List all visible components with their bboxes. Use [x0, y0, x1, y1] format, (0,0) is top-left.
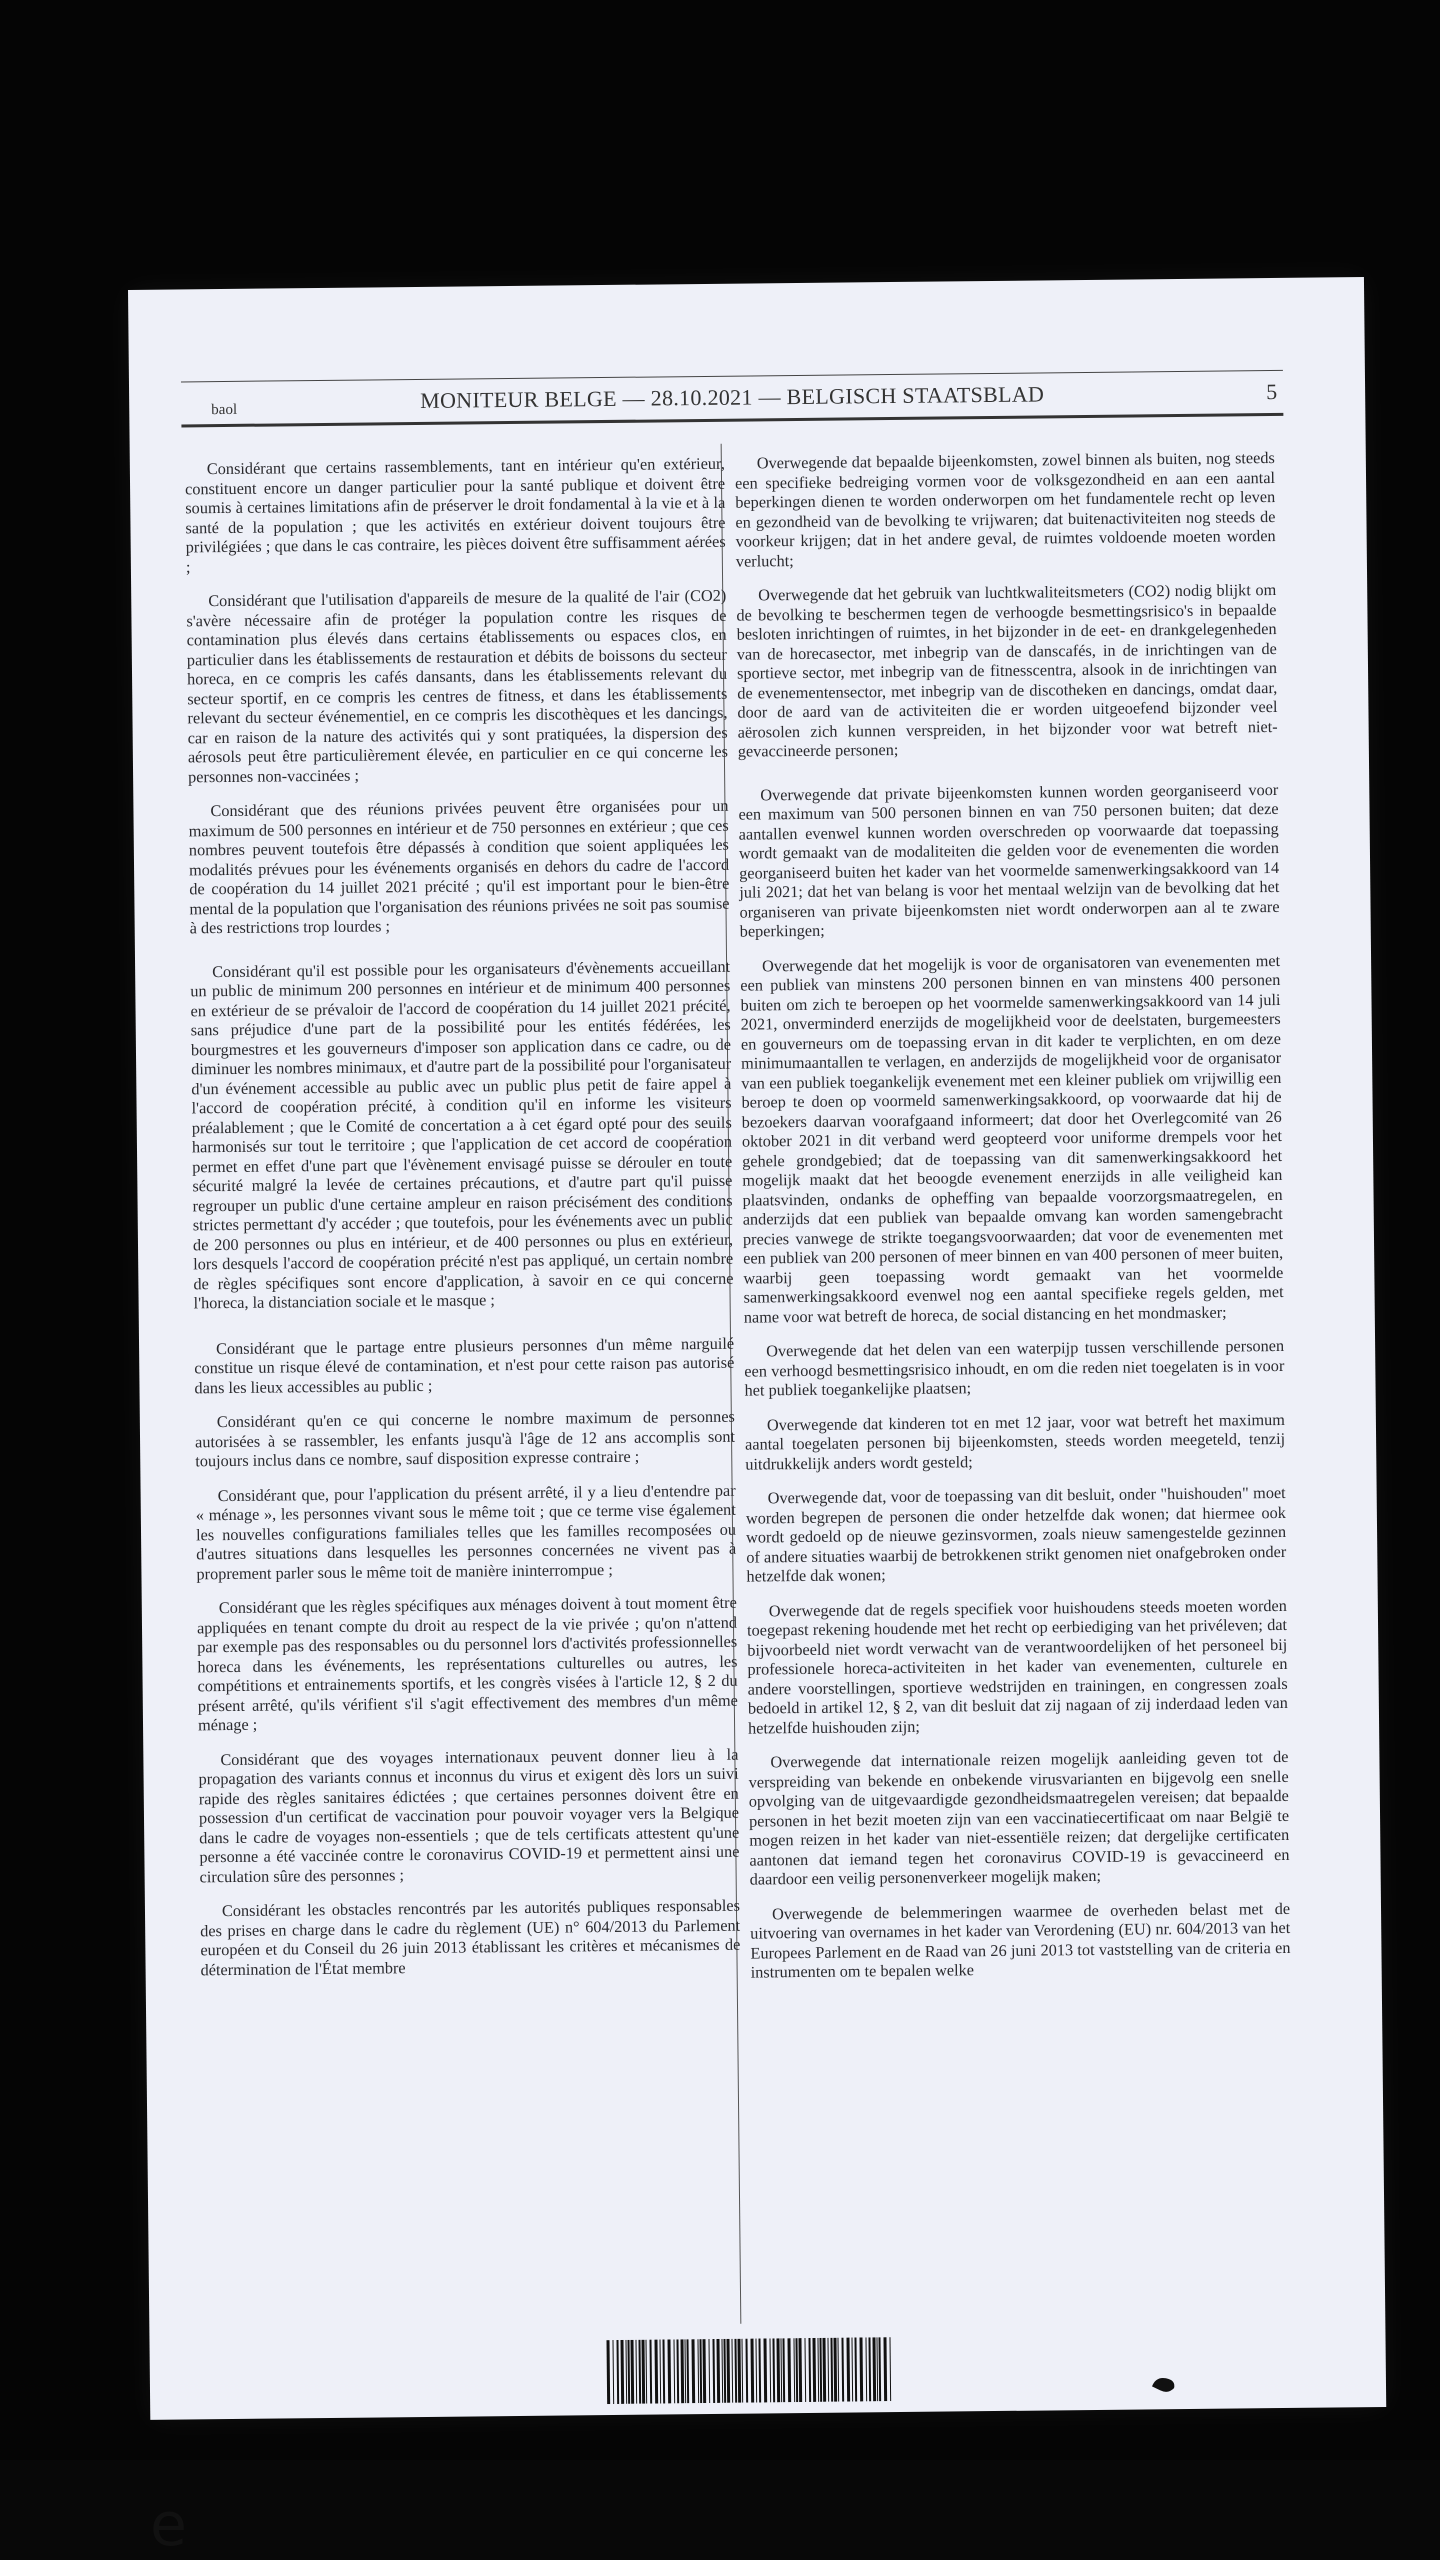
barcode-bar [854, 2337, 857, 2401]
barcode-bar [667, 2339, 671, 2403]
paragraph-nl: Overwegende dat bepaalde bijeenkomsten, zowel binnen als buiten, nog steeds een specifieke bedreiging vormen voor de volksgezondheid en aan een aantal beperkingen dienen te worden onderworpen om het fundamentele recht op leven en gezondheid van de bevolking te vrijwaren; dat buitenactiviteiten nog steeds de voorkeur krijgen; dat in het andere geval, de ruimtes voldoende moeten worden verlucht; [734, 448, 1276, 571]
page-number: 5 [1265, 378, 1278, 405]
barcode-bar [686, 2339, 689, 2403]
barcode-bar [787, 2338, 791, 2402]
barcode-bar [872, 2337, 876, 2401]
barcode-bar [755, 2339, 757, 2403]
barcode-bar [859, 2337, 863, 2401]
barcode-bar [708, 2339, 710, 2403]
barcode-bar [625, 2340, 627, 2404]
paragraph-nl: Overwegende dat het mogelijk is voor de organisatoren van evenementen met een publiek van minstens 200 personen binnen en van minstens 400 personen buiten om zich te beroepen op het voormelde samenwerkingsakkoord van 14 juli 2021, onverminderd enerzijds de mogelijkheid voor de deelstaten, burgemeesters en gouverneurs om de toepassing ervan in dit kader te verplichten, en om deze minimumaantallen te verlagen, en anderzijds de mogelijkheid voor de organisator van een publiek toegankelijk evenement met een kleiner publiek om vrijwillig een beroep te doen op voormeld samenwerkingsakkoord, op voorwaarde dat hij de bezoekers daarvan voorafgaand informeert; dat door het Overlegcomité van 26 oktober 2021 in dit verband werd geopteerd voor uniforme drempels voor het gehele grondgebied; dat de toepassing van dit samenwerkingsakkoord het mogelijk maakt dat het beoogde evenement enerzijds in alle veiligheid kan plaatsvinden, ondanks de opheffing van bepaalde voorzorgsmaatregelen, en anderzijds dat een publiek van bepaalde omvang kan worden samengebracht precies vanwege de strikte toegangsvoorwaarden; dat voor de evenementen met een publiek van 200 personen of meer binnen en van 400 personen of meer buiten, waarbij geen toepassing wordt gemaakt van het voormelde samenwerkingsakkoord evenwel nog een aantal specifieke regels gelden, met name voor wat betreft de horeca, de social distancing en het mondmasker; [740, 950, 1284, 1327]
barcode-bar [734, 2339, 737, 2403]
page-header [181, 370, 1283, 428]
barcode-bar [616, 2340, 619, 2404]
paragraph-fr: Considérant que des voyages internationaux peuvent donner lieu à la propagation des variants connus et inconnus du virus et exigent dès lors un suivi rapide des règles sanitaires édictées ; que certaines personnes doivent être en possession d'un certificat de vaccination pour pouvoir voyager vers la Belgique dans le cadre de voyages non-essentiels ; que de tels certificats attestent qu'une personne a été vaccinée contre le coronavirus COVID-19 et permettent ainsi une circulation sûre des personnes ; [198, 1744, 740, 1886]
paragraph-fr: Considérant les obstacles rencontrés par les autorités publiques responsables des prises en charge dans le cadre du règlement (UE) n° 604/2013 du Parlement européen et du Conseil du 26 juin 2013 établissant les critères et mécanismes de détermination de l'État membre [200, 1895, 741, 1979]
barcode-bar [878, 2337, 881, 2401]
paragraph-fr: Considérant qu'en ce qui concerne le nombre maximum de personnes autorisées à se rassembler, les enfants jusqu'à l'âge de 12 ans accomplis sont toujours inclus dans ce nombre, sauf disposition expresse contraire ; [194, 1406, 736, 1471]
paragraph-fr: Considérant que les règles spécifiques aux ménages doivent à tout moment être appliquées en tenant compte du droit au respect de la vie privée ; qu'on n'attend par exemple pas des responsables ou du personnel lors d'activités professionnelles horeca dans les événements, les représentations culturelles ou autres, les compétitions et entrainements sportifs, et les congrès visées à l'article 12, § 2 du présent arrêté, qu'ils vérifient s'il s'agit effectivement des membres d'un même ménage ; [196, 1592, 738, 1735]
barcode-bar [721, 2339, 723, 2403]
barcode-bar [780, 2338, 782, 2402]
barcode-bar [620, 2340, 624, 2404]
barcode-icon [604, 2337, 895, 2404]
barcode-bar [723, 2339, 726, 2403]
paragraph-nl: Overwegende de belemmeringen waarmee de overheden belast met de uitvoering van overnames in het kader van Verordening (EU) nr. 604/2013 van het Europees Parlement en de Raad van 26 juni 2013 tot vaststelling van de criteria en instrumenten om te bepalen welke [750, 1898, 1291, 1982]
barcode-bar [837, 2338, 839, 2402]
barcode-bar [846, 2338, 850, 2402]
dutch-column [735, 448, 1291, 1997]
ink-blot-icon [1150, 2374, 1178, 2394]
barcode-bar [883, 2337, 887, 2401]
french-column [185, 454, 741, 1995]
barcode-bar [741, 2339, 743, 2403]
paragraph-fr: Considérant que l'utilisation d'appareils de mesure de la qualité de l'air (CO2) s'avère nécessaire afin de protéger la population contre les risques de contamination plus élevés dans certains établissements ou espaces clos, en particulier dans les établissements de restauration et débits de boissons du secteur horeca, en ce compris les cafés dansants, dans les établissements relevant du secteur sportif, en ce compris les centres de fitness, et dans les établissements relevant du secteur événementiel, en ce compris les discothèques et les dancings, car en raison de la nature des activités qui y sont pratiquées, la dispersion des aérosols peut être particulièrement élevée, en particulier en ce qui concerne les personnes non-vaccinées ; [186, 585, 728, 786]
barcode-bar [841, 2338, 844, 2402]
barcode-bar [812, 2338, 816, 2402]
barcode-bar [673, 2339, 675, 2403]
barcode-bar [889, 2337, 891, 2401]
paragraph-fr: Considérant qu'il est possible pour les organisateurs d'évènements accueillant un public de minimum 200 personnes en intérieur et de minimum 400 personnes en extérieur de se prévaloir de l'accord de coopération du 14 juillet 2021 précité, sans préjudice d'une part de la possibilité pour les entités fédérées, les bourgmestres et les gouverneurs d'imposer son application dans ce cadre, ou de diminuer les nombres minimaux, et d'autre part de la possibilité pour l'organisateur d'un événement accessible au public avec un public plus petit de faire appel à l'accord de coopération précité, à condition qu'il en informe les visiteurs préalablement ; que le Comité de concertation a à cet égard opté pour des seuils harmonisés sur tout le territoire ; que l'application de cet accord de coopération permet en effet d'une part que l'évènement envisagé puisse se dérouler en toute sécurité malgré la levée de certaines précautions, et d'autre part qu'il puisse regrouper un public d'une certaine ampleur en raison précisément des conditions strictes permettant d'y accéder ; que toutefois, pour les événements avec un public de 200 personnes ou plus en intérieur, et de 400 personnes ou plus en extérieur, lors desquels l'accord de coopération précité n'est pas appliqué, un certain nombre de règles spécifiques sont encore d'application, à savoir en ce qui concerne l'horeca, la distanciation sociale et le masque ; [190, 956, 734, 1313]
barcode-bar [699, 2339, 702, 2403]
barcode-bar [606, 2340, 610, 2404]
paragraph-fr: Considérant que des réunions privées peuvent être organisées pour un maximum de 500 personnes en intérieur et de 750 personnes en extérieur ; que ces nombres peuvent toutefois être dépassés à condition que soient appliquées les modalités prévues pour les événements organisés en dehors du cadre de l'accord de coopération du 14 juillet 2021 précité ; qu'il est important pour le bien-être mental de la population que l'organisation des réunions privées ne soit pas soumise à des restrictions trop lourdes ; [188, 795, 730, 938]
barcode-bar [638, 2340, 641, 2404]
paragraph-fr: Considérant que le partage entre plusieurs personnes d'un même narguilé constitue un risque élevé de contamination, et n'est pour cette raison pas autorisé dans les lieux accessibles au public ; [194, 1333, 735, 1397]
paragraph-nl: Overwegende dat private bijeenkomsten kunnen worden georganiseerd voor een maximum van 500 personen binnen en van 750 personen buiten; dat deze aantallen evenwel kunnen worden overschreden op voorwaarde dat toepassing wordt gemaakt van de modaliteiten die gelden voor de evenementen die worden georganiseerd buiten het kader van het voormelde samenwerkingsakkoord van 14 juli 2021; dat het van belang is voor het mentaal welzijn van de bevolking dat het organiseren van private bijeenkomsten niet wordt onderworpen aan al te zware beperkingen; [738, 779, 1280, 941]
paragraph-nl: Overwegende dat kinderen tot en met 12 jaar, voor wat betreft het maximum aantal toegelaten personen bij bijeenkomsten, steeds worden meegeteld, tenzij uitdrukkelijk anders wordt gesteld; [745, 1409, 1286, 1474]
paragraph-nl: Overwegende dat het gebruik van luchtkwaliteitsmeters (CO2) nodig blijkt om de bevolking te beschermen tegen de verhoogde besmettingsrisico's in bepaalde besloten inrichtingen of ruimtes, in het bijzonder in de eet- en drankgelegenheden van de horecasector, met inbegrip van de danscafés, in de inrichtingen van de sportieve sector, met inbegrip van de fitnesscentra, alsook in de inrichtingen van de evenementensector, met inbegrip van de discotheken en dancings, omdat daar, door de aard van de activiteiten die er worden uitgeoefend bijzonder veel aërosolen zich kunnen verspreiden, in het bijzonder voor wat betreft niet-gevaccineerde personen; [736, 579, 1278, 761]
barcode-bar [684, 2339, 686, 2403]
gazette-page [128, 277, 1386, 2420]
barcode-bar [830, 2338, 833, 2402]
barcode-bar [750, 2339, 754, 2403]
barcode-bar [865, 2337, 867, 2401]
barcode-bar [649, 2340, 652, 2404]
barcode-bar [804, 2338, 806, 2402]
barcode-bar [676, 2339, 679, 2403]
barcode-bar [772, 2338, 775, 2402]
barcode-bar [782, 2338, 785, 2402]
paragraph-nl: Overwegende dat het delen van een waterpijp tussen verschillende personen een verhoogd besmettingsrisico inhoudt, en om die reden niet toegelaten is in voor het publiek toegankelijke plaatsen; [744, 1335, 1285, 1400]
barcode-bar [851, 2338, 853, 2402]
barcode-bar [641, 2340, 645, 2404]
barcode-bar [798, 2338, 802, 2402]
barcode-bar [822, 2338, 826, 2402]
barcode-bar [737, 2339, 741, 2403]
barcode-bar [876, 2337, 878, 2401]
barcode-bar [680, 2339, 684, 2403]
barcode-bar [659, 2340, 661, 2404]
barcode-bar [712, 2339, 715, 2403]
barcode-bar [630, 2340, 634, 2404]
barcode-bar [769, 2338, 771, 2402]
barcode-bar [795, 2338, 798, 2402]
paragraph-nl: Overwegende dat de regels specifiek voor huishoudens steeds moeten worden toegepast rekening houdende met het recht op eerbiediging van het privéleven; dat bijvoorbeeld niet wordt verwacht van de verantwoordelijken of het personeel bij professionele horeca-activiteiten in het kader van evenementen, culturele en andere voorstellingen, sportieve wedstrijden en trainingen, en congressen zoals bedoeld in artikel 12, § 2, van dit besluit dat zij nagaan of zij inderdaad leden van hetzelfde huishouden zijn; [746, 1595, 1288, 1738]
barcode-bar [763, 2338, 767, 2402]
paragraph-fr: Considérant que, pour l'application du présent arrêté, il y a lieu d'entendre par « ménage », les personnes vivant sous le même toit ; que ce terme vise également les nouvelles configurations familiales telles que les familles recomposées ou d'autres situations dans lesquelles les personnes concernées ne vivent pas à proprement parler sous le même toit de manière ininterrompue ; [195, 1480, 737, 1583]
barcode-bar [716, 2339, 720, 2403]
barcode-bar [776, 2338, 780, 2402]
barcode-bar [645, 2340, 647, 2404]
barcode-bar [793, 2338, 795, 2402]
barcode-bar [691, 2339, 695, 2403]
barcode-bar [758, 2338, 761, 2402]
logo-icon: e [150, 2490, 187, 2560]
barcode-bar [612, 2340, 614, 2404]
barcode-bar [819, 2338, 822, 2402]
barcode-bar [697, 2339, 699, 2403]
barcode-bar [808, 2338, 811, 2402]
barcode-bar [662, 2339, 665, 2403]
barcode-bar [726, 2339, 730, 2403]
paragraph-nl: Overwegende dat, voor de toepassing van dit besluit, onder "huishouden" moet worden begrepen de personen die onder hetzelfde dak wonen; dat hiermee ook wordt gedoeld op de nieuwe gezinsvormen, zoals nieuw samengestelde gezinnen of andere situaties waarbij de betrokkenen strikt genomen niet onafgebroken onder hetzelfde dak wonen; [745, 1482, 1287, 1586]
barcode-bar [827, 2338, 829, 2402]
barcode-bar [868, 2337, 871, 2401]
barcode-bar [627, 2340, 630, 2404]
barcode-bar [635, 2340, 637, 2404]
barcode-bar [745, 2339, 748, 2403]
barcode-bar [817, 2338, 819, 2402]
barcode-bar [654, 2340, 658, 2404]
barcode-bar [833, 2338, 837, 2402]
paragraph-nl: Overwegende dat internationale reizen mogelijk aanleiding geven tot de verspreiding van bekende en onbekende virusvarianten en bijgevolg een snelle opvolging van de uitgevaardigde gezondheidsmaatregelen vereisen; dat bepaalde personen in het bezit moeten zijn van een vaccinatiecertificaat om naar België te mogen reizen in het kader van niet-essentiële reizen; dat dergelijke certificaten aantonen dat iemand tegen het coronavirus COVID-19 is gevaccineerd en daardoor een veilig personenverkeer mogelijk maken; [748, 1746, 1290, 1889]
paragraph-fr: Considérant que certains rassemblements, tant en intérieur qu'en extérieur, constituent encore un danger particulier pour la santé publique et doivent être soumis à certaines limitations afin de préserver le droit fondamental à la vie et à la santé de la population ; que les activités en extérieur doivent toujours être privilégiées ; que dans le cas contraire, les pièces doivent être suffisamment aérées ; [184, 453, 726, 576]
photo-background-strip [0, 2460, 1440, 2560]
header-code: baol [211, 401, 238, 419]
header-title: MONITEUR BELGE — 28.10.2021 — BELGISCH STAATSBLAD [420, 381, 1045, 413]
barcode-bar [731, 2339, 733, 2403]
barcode-bar [702, 2339, 706, 2403]
